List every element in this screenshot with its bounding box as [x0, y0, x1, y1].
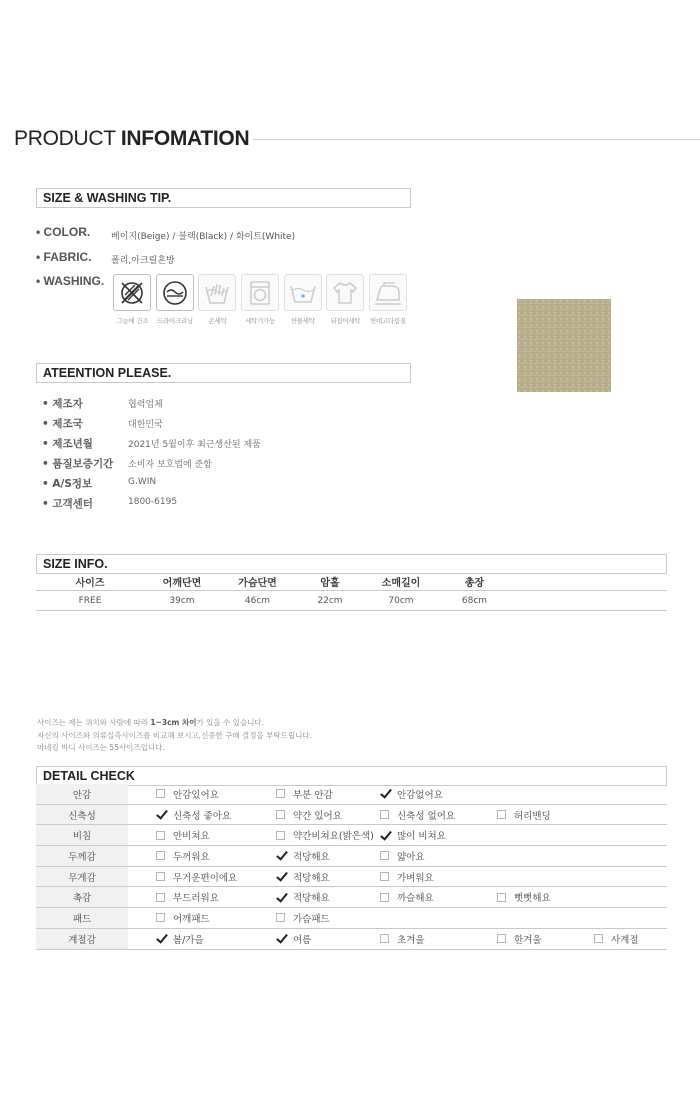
washing-item: [111, 274, 154, 325]
note-line-3: 마네킹 바디 사이즈는 55사이즈입니다.: [37, 743, 165, 752]
washing-icons: [111, 274, 409, 325]
option-label: 많이 비쳐요: [397, 831, 446, 843]
detail-row-name: 비침: [36, 825, 128, 845]
washing-label-5: 뒤집어세탁: [330, 317, 361, 325]
attention-value: 소비자 보호법에 준함: [128, 460, 212, 470]
detail-option[interactable]: [380, 784, 443, 804]
option-label: 허리밴딩: [514, 810, 551, 822]
detail-row: [36, 867, 667, 888]
detail-option[interactable]: [276, 908, 330, 928]
option-label: 가벼워요: [397, 872, 434, 884]
checkmark-icon[interactable]: [276, 872, 285, 881]
option-label: 신축성 없어요: [397, 810, 456, 822]
size-cell: FREE: [78, 595, 102, 606]
option-label: 약간비쳐요(밝은색): [293, 831, 374, 843]
attention-value: G.WIN: [128, 477, 157, 487]
checkbox-unchecked[interactable]: [156, 789, 165, 798]
option-label: 안비쳐요: [173, 831, 210, 843]
detail-option[interactable]: [380, 825, 446, 845]
option-label: 신축성 좋아요: [173, 810, 232, 822]
detail-option[interactable]: [276, 784, 333, 804]
detail-row: [36, 929, 667, 950]
checkbox-unchecked[interactable]: [276, 789, 285, 798]
dry-clean-icon: [156, 274, 194, 311]
detail-option[interactable]: [156, 887, 219, 907]
attention-label: • 제조년월: [42, 438, 93, 450]
option-label: 부분 안감: [293, 789, 333, 801]
checkmark-icon[interactable]: [156, 934, 165, 943]
inside-out-wash-icon: [326, 274, 364, 311]
size-col-header: 가슴단면: [238, 578, 277, 589]
washing-label-4: 찬물세탁: [290, 317, 315, 325]
detail-option[interactable]: [276, 929, 311, 949]
fabric-swatch: [517, 299, 611, 392]
size-col-header: 총장: [464, 578, 485, 589]
option-label: 초겨울: [397, 934, 425, 946]
header-divider: [253, 139, 700, 140]
note-emphasis: 1~3cm 차이: [150, 718, 197, 727]
checkmark-icon[interactable]: [380, 789, 389, 798]
option-label: 약간 있어요: [293, 810, 342, 822]
attention-label: • 고객센터: [42, 498, 93, 510]
washing-label-3: 세탁기가능: [245, 317, 276, 325]
size-col-header: 암홀: [320, 578, 340, 589]
color-label: • COLOR.: [36, 225, 91, 239]
checkmark-icon[interactable]: [276, 893, 285, 902]
detail-option[interactable]: [594, 929, 639, 949]
attention-value: 대한민국: [128, 420, 163, 430]
detail-check-table: [36, 784, 667, 950]
detail-option[interactable]: [156, 784, 219, 804]
detail-row-name: 계절감: [36, 929, 128, 949]
detail-option[interactable]: [380, 805, 455, 825]
size-table-row: [36, 591, 667, 611]
detail-option[interactable]: [380, 846, 425, 866]
size-cell: 46cm: [244, 595, 271, 606]
washing-label-6: 천대고다림질: [369, 317, 406, 325]
option-label: 적당해요: [293, 851, 330, 863]
checkbox-unchecked[interactable]: [156, 872, 165, 881]
option-label: 부드러워요: [173, 893, 219, 905]
detail-option[interactable]: [380, 887, 434, 907]
detail-option[interactable]: [156, 805, 231, 825]
page-title: [14, 127, 249, 151]
size-table: [36, 573, 667, 611]
option-label: 무거운편이에요: [173, 872, 238, 884]
fabric-label: • FABRIC.: [36, 250, 92, 264]
option-label: 적당해요: [293, 893, 330, 905]
option-label: 적당해요: [293, 872, 330, 884]
detail-row-name: 패드: [36, 908, 128, 928]
checkbox-unchecked[interactable]: [276, 831, 285, 840]
checkmark-icon[interactable]: [380, 831, 389, 840]
washing-label-2: 손세탁: [208, 317, 227, 325]
option-label: 두꺼워요: [173, 851, 210, 863]
washing-label: • WASHING.: [36, 274, 105, 288]
attention-label: • 제조자: [42, 398, 83, 410]
washing-item: [324, 274, 367, 325]
checkbox-unchecked[interactable]: [594, 934, 603, 943]
detail-option[interactable]: [380, 867, 434, 887]
checkbox-unchecked[interactable]: [156, 913, 165, 922]
detail-option[interactable]: [156, 908, 210, 928]
checkbox-unchecked[interactable]: [497, 934, 506, 943]
size-info-title: SIZE INFO.: [36, 554, 667, 574]
checkbox-unchecked[interactable]: [380, 851, 389, 860]
detail-row: [36, 908, 667, 929]
detail-row-name: 무게감: [36, 867, 128, 887]
detail-row-name: 안감: [36, 784, 128, 804]
detail-option[interactable]: [156, 825, 210, 845]
detail-row-name: 신축성: [36, 805, 128, 825]
detail-option[interactable]: [497, 805, 551, 825]
option-label: 봄/가을: [173, 934, 204, 946]
option-label: 어깨패드: [173, 913, 210, 925]
washing-label-0: 그늘에 건조: [116, 317, 149, 325]
neutral-wash-icon: [284, 274, 322, 311]
size-col-header: 어깨단면: [162, 578, 202, 589]
checkbox-unchecked[interactable]: [497, 810, 506, 819]
detail-row: [36, 825, 667, 846]
attention-value: 1800-6195: [128, 497, 178, 507]
attention-label: • 품질보증기간: [42, 458, 114, 470]
note-line-1: [37, 717, 312, 730]
option-label: 가슴패드: [293, 913, 330, 925]
checkbox-unchecked[interactable]: [380, 893, 389, 902]
detail-option[interactable]: [156, 929, 204, 949]
checkbox-unchecked[interactable]: [497, 893, 506, 902]
machine-wash-icon: [241, 274, 279, 311]
attention-value: 협력업체: [128, 400, 163, 410]
checkbox-unchecked[interactable]: [276, 913, 285, 922]
washing-item: [367, 274, 410, 325]
size-notes: [37, 717, 312, 755]
checkmark-icon[interactable]: [276, 851, 285, 860]
size-washing-title: SIZE & WASHING TIP.: [36, 188, 411, 208]
detail-option[interactable]: [497, 887, 551, 907]
checkbox-unchecked[interactable]: [380, 934, 389, 943]
detail-option[interactable]: [156, 867, 237, 887]
size-cell: 22cm: [317, 595, 343, 606]
checkbox-unchecked[interactable]: [156, 893, 165, 902]
title-bold: INFOMATION: [120, 127, 250, 150]
hand-wash-icon: [198, 274, 236, 311]
size-col-header: 사이즈: [75, 578, 105, 589]
option-label: 뻣뻣해요: [514, 893, 551, 905]
option-label: 한겨울: [514, 934, 542, 946]
detail-option[interactable]: [276, 887, 330, 907]
detail-option[interactable]: [497, 929, 542, 949]
washing-item: [196, 274, 239, 325]
color-value: 베이지(Beige) / 블랙(Black) / 화이트(White): [111, 232, 296, 242]
detail-option[interactable]: [380, 929, 425, 949]
size-table-header: [36, 573, 667, 591]
checkmark-icon[interactable]: [156, 810, 165, 819]
size-cell: 39cm: [169, 595, 195, 606]
size-cell: 70cm: [388, 595, 414, 606]
note-text: 가 있을 수 있습니다.: [196, 718, 264, 727]
detail-row-name: 두께감: [36, 846, 128, 866]
detail-row: [36, 805, 667, 826]
attention-label: • 제조국: [42, 418, 83, 430]
detail-row: [36, 846, 667, 867]
attention-title: ATEENTION PLEASE.: [36, 363, 411, 383]
detail-option[interactable]: [276, 846, 330, 866]
checkmark-icon[interactable]: [276, 934, 285, 943]
detail-row: [36, 784, 667, 805]
note-text: 사이즈는 재는 위치와 사람에 따라: [37, 718, 151, 727]
option-label: 까슬해요: [397, 893, 434, 905]
attention-value: 2021년 5월이후 최근생산된 제품: [128, 440, 261, 450]
attention-label: • A/S정보: [42, 478, 93, 490]
product-info-header: [14, 126, 700, 152]
detail-option[interactable]: [276, 805, 342, 825]
note-line-2: 자신의 사이즈와 의류실측사이즈를 비교해 보시고,신중한 구매 결정을 부탁드립니다.: [37, 730, 313, 740]
checkbox-unchecked[interactable]: [380, 810, 389, 819]
low-iron-icon: [369, 274, 407, 311]
detail-option[interactable]: [156, 846, 210, 866]
no-tumble-dry-icon: [113, 274, 151, 311]
checkbox-unchecked[interactable]: [156, 831, 165, 840]
checkbox-unchecked[interactable]: [156, 851, 165, 860]
detail-check-title: DETAIL CHECK: [36, 766, 667, 786]
size-cell: 68cm: [461, 595, 488, 606]
washing-item: [281, 274, 324, 325]
size-col-header: 소매길이: [381, 578, 421, 589]
washing-item: [154, 274, 197, 325]
option-label: 얇아요: [397, 851, 425, 863]
title-light: PRODUCT: [14, 127, 121, 150]
option-label: 사계절: [611, 934, 639, 946]
washing-label-1: 드라이크리닝: [156, 317, 193, 325]
washing-item: [239, 274, 282, 325]
option-label: 안감있어요: [173, 789, 219, 801]
checkbox-unchecked[interactable]: [380, 872, 389, 881]
detail-option[interactable]: [276, 867, 330, 887]
detail-row: [36, 887, 667, 908]
detail-row-name: 촉감: [36, 887, 128, 907]
option-label: 안감없어요: [397, 789, 443, 801]
checkbox-unchecked[interactable]: [276, 810, 285, 819]
fabric-value: 폴리,아크릴혼방: [111, 256, 175, 266]
detail-option[interactable]: [276, 825, 374, 845]
option-label: 여름: [293, 934, 312, 946]
